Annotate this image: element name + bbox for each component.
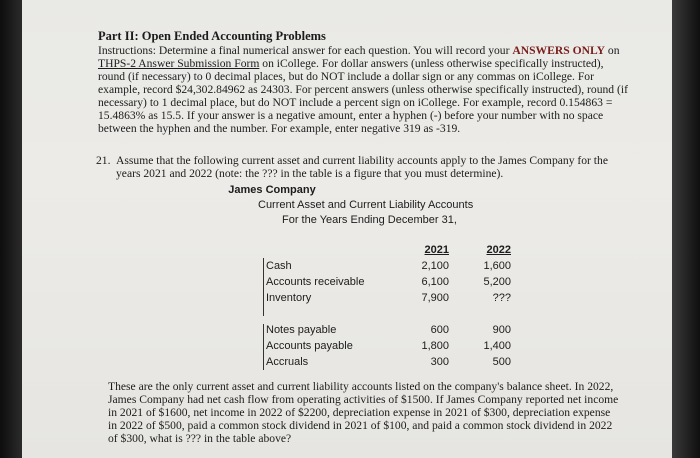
notes-payable-2021: 600: [430, 324, 449, 336]
question-number: 21.: [96, 154, 111, 167]
column-header-2021: 2021: [424, 244, 449, 256]
answers-only-emphasis: ANSWERS ONLY: [512, 44, 606, 57]
row-label-accounts-receivable: Accounts receivable: [266, 276, 365, 288]
question-line-2: years 2021 and 2022 (note: the ??? in the table is a figure that you must determine).: [116, 167, 504, 180]
accounts-payable-2022: 1,400: [483, 340, 511, 352]
assets-bracket-line: [263, 258, 264, 316]
cash-2022: 1,600: [483, 260, 511, 272]
instructions-line-2: [98, 57, 604, 70]
instructions-line-2-rest: on iCollege. For dollar answers (unless otherwise specifically instructed),: [259, 57, 604, 70]
closing-line-2: James Company had net cash flow from operating activities of $1500. If James Company reported net income: [108, 393, 619, 406]
instructions-line-6: 15.4863% as 15.5. If your answer is a negative amount, enter a hyphen (-) before your number with no space: [98, 109, 604, 122]
closing-line-1: These are the only current asset and current liability accounts listed on the company's balance sheet. In 2022,: [108, 380, 614, 393]
row-label-accruals: Accruals: [266, 356, 309, 368]
cash-2021: 2,100: [421, 260, 449, 272]
closing-line-3: in 2021 of $1600, net income in 2022 of $2200, depreciation expense in 2021 of $300, depreciation expense: [108, 406, 611, 419]
inventory-2022-unknown: ???: [492, 292, 511, 304]
accounts-payable-2021: 1,800: [421, 340, 449, 352]
accounts-receivable-2021: 6,100: [421, 276, 449, 288]
table-company-name: James Company: [228, 184, 316, 196]
instructions-line-1: [98, 44, 620, 57]
instructions-line-5: necessary) to 1 decimal place, but do NOT include a percent sign on iCollege. For example, record 0.154863 =: [98, 96, 613, 109]
row-label-inventory: Inventory: [266, 292, 312, 304]
photo-edge-right: [672, 0, 700, 458]
column-header-2022: 2022: [486, 244, 511, 256]
submission-form-link[interactable]: THPS-2 Answer Submission Form: [98, 57, 260, 70]
notes-payable-2022: 900: [492, 324, 511, 336]
row-label-notes-payable: Notes payable: [266, 324, 337, 336]
closing-line-5: of $300, what is ??? in the table above?: [108, 432, 292, 445]
table-period: For the Years Ending December 31,: [282, 214, 457, 226]
closing-line-4: in 2022 of $500, paid a common stock dividend in 2021 of $100, and paid a common stock dividend in 2022: [108, 419, 613, 432]
liabilities-bracket-line: [263, 324, 264, 370]
accruals-2021: 300: [430, 356, 449, 368]
part-title: Part II: Open Ended Accounting Problems: [98, 29, 326, 43]
instructions-line-3: round (if necessary) to 0 decimal places, but do NOT include a dollar sign or any commas on iCollege. For: [98, 70, 594, 83]
instructions-line-7: between the hyphen and the number. For example, enter negative 319 as -319.: [98, 122, 461, 135]
instructions-line-1-start: Instructions: Determine a final numerical answer for each question. You will record your: [98, 44, 513, 57]
inventory-2021: 7,900: [421, 292, 449, 304]
document-page: [22, 0, 672, 458]
photo-edge-left: [0, 0, 22, 458]
instructions-line-1-end: on: [605, 44, 620, 57]
question-line-1: Assume that the following current asset and current liability accounts apply to the James Company for the: [116, 154, 608, 167]
row-label-accounts-payable: Accounts payable: [266, 340, 353, 352]
row-label-cash: Cash: [266, 260, 292, 272]
accounts-receivable-2022: 5,200: [483, 276, 511, 288]
accruals-2022: 500: [492, 356, 511, 368]
balance-table: [263, 240, 515, 370]
table-subtitle: Current Asset and Current Liability Accounts: [258, 199, 474, 211]
instructions-line-4: example, record $24,302.84962 as 24303. For percent answers (unless otherwise specifically instructed), round (if: [98, 83, 628, 96]
